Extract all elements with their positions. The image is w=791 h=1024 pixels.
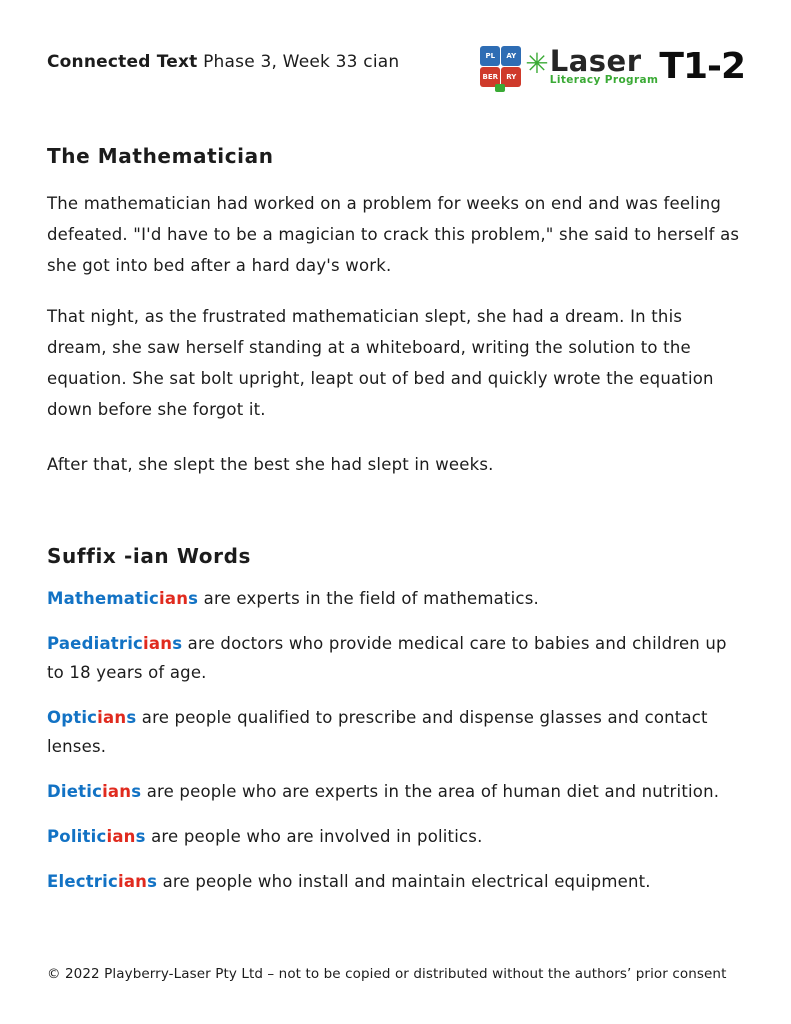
logo-badge: T1-2 (659, 45, 745, 87)
word-stem: Dietic (47, 782, 103, 801)
puzzle-nub (495, 84, 505, 92)
suffix-sentence (47, 629, 745, 687)
document-title-rest: Phase 3, Week 33 cian (197, 52, 400, 72)
word-suffix: ian (106, 827, 136, 846)
sentence-rest: are people who install and maintain electrical equipment. (157, 872, 651, 891)
sentence-rest: are people who are experts in the area of human diet and nutrition. (141, 782, 720, 801)
word-suffix: ian (97, 708, 127, 727)
header (47, 43, 745, 87)
puzzle-piece: RY (501, 67, 521, 87)
sentence-rest: are people qualified to prescribe and dispense glasses and contact lenses. (47, 708, 708, 756)
sentence-rest: are people who are involved in politics. (145, 827, 483, 846)
word-stem: Mathematic (47, 589, 160, 608)
story-paragraph: After that, she slept the best she had slept in weeks. (47, 455, 494, 474)
logo-text (549, 43, 659, 86)
word-tail: s (126, 708, 137, 727)
story-paragraph: The mathematician had worked on a problem for weeks on end and was feeling defeated. "I'd have to be a magician to crack this problem," she said to herself as she got into bed after a hard day's work. (47, 194, 740, 275)
word-stem: Paediatric (47, 634, 144, 653)
document-title-bold: Connected Text (47, 52, 198, 72)
word-tail: s (147, 872, 158, 891)
puzzle-pieces-icon (480, 46, 521, 87)
puzzle-piece: PL (480, 46, 500, 66)
puzzle-piece: AY (501, 46, 521, 66)
word-stem: Optic (47, 708, 98, 727)
word-stem: Politic (47, 827, 107, 846)
suffix-heading: Suffix -ian Words (47, 544, 251, 568)
starburst-icon: ✳ (525, 46, 549, 80)
story-heading: The Mathematician (47, 144, 274, 168)
word-suffix: ian (102, 782, 132, 801)
word-stem: Electric (47, 872, 118, 891)
suffix-sentence (47, 584, 745, 613)
word-tail: s (172, 634, 183, 653)
suffix-sentence (47, 822, 745, 851)
word-suffix: ian (117, 872, 148, 891)
suffix-sentence (47, 867, 745, 896)
suffix-sentence (47, 703, 745, 761)
word-tail: s (131, 782, 142, 801)
puzzle-piece: BER (480, 67, 500, 87)
story-paragraph: That night, as the frustrated mathematician slept, she had a dream. In this dream, she saw herself standing at a whiteboard, writing the solution to the equation. She sat bolt upright, leapt out of bed and quickly wrote the equation down before she forgot it. (47, 307, 714, 419)
logo-brand: Laser (549, 43, 642, 78)
word-suffix: ian (143, 634, 173, 653)
word-suffix: ian (159, 589, 189, 608)
suffix-sentence (47, 777, 745, 806)
sentence-rest: are doctors who provide medical care to babies and children up to 18 years of age. (47, 634, 727, 682)
laser-literacy-logo (480, 43, 745, 87)
word-tail: s (135, 827, 146, 846)
logo-subtitle: Literacy Program (549, 73, 659, 86)
word-tail: s (188, 589, 199, 608)
sentence-rest: are experts in the field of mathematics. (198, 589, 539, 608)
copyright-footer: © 2022 Playberry-Laser Pty Ltd – not to be copied or distributed without the authors’ prior consent (47, 966, 727, 982)
document-title (47, 48, 399, 72)
